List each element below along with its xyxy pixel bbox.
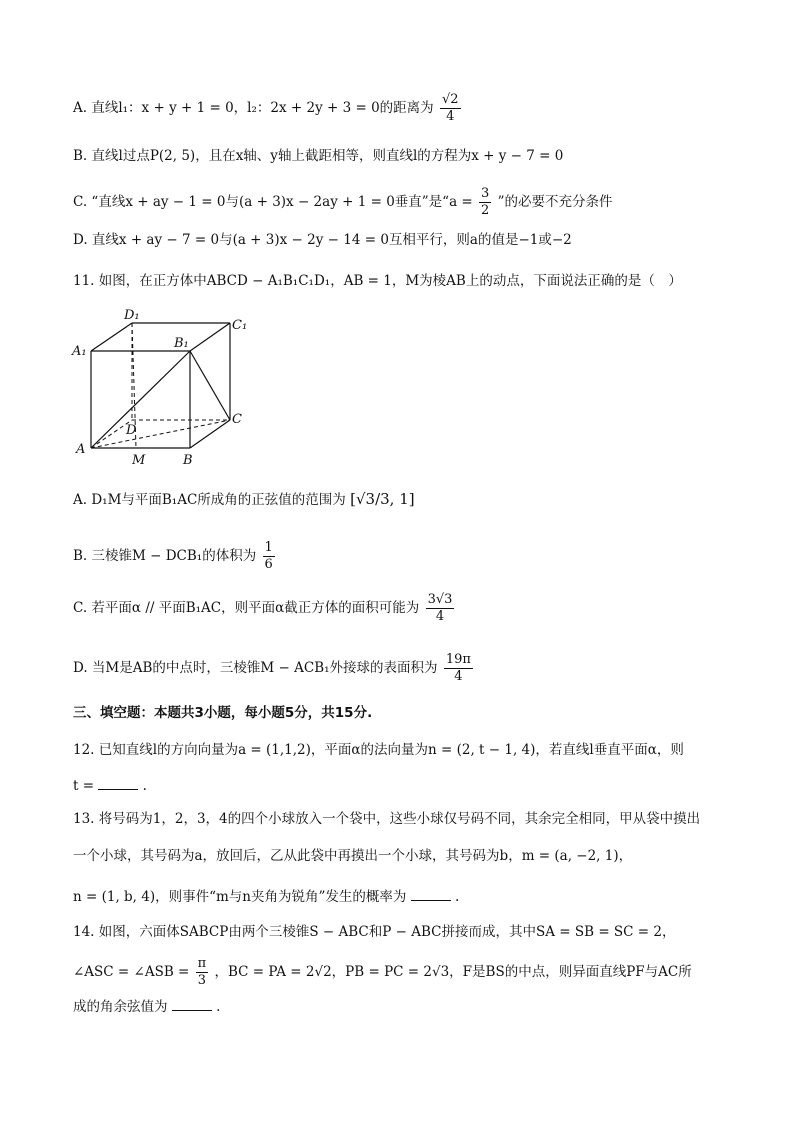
q11-option-a-text: A. D₁M与平面B₁AC所成角的正弦值的范围为 [73,492,346,508]
q14-line3-post: . [216,999,221,1015]
section-heading: 三、填空题：本题共3小题，每小题5分，共15分. [73,705,373,721]
fraction-numerator: 1 [264,540,273,555]
q13-line1: 13. 将号码为1，2，3，4的四个小球放入一个袋中，这些小球仅号码不同，其余完全相同，甲从袋中摸出 [73,811,701,827]
fraction-numerator: 3 [481,186,490,201]
q11-option-b-fraction [263,540,275,573]
q10-option-a [73,92,734,125]
q11-stem: 11. 如图，在正方体中ABCD − A₁B₁C₁D₁，AB = 1，M为棱AB上的动点，下面说法正确的是（ ） [73,273,682,289]
q14-line2-pre: ∠ASC = ∠ASB = [73,964,190,980]
fraction-numerator: 3√3 [427,592,453,607]
fraction-numerator: 19π [445,652,471,667]
q14-line1: 14. 如图，六面体SABCP由两个三棱锥S − ABC和P − ABC拼接而成，其中SA = SB = SC = 2， [73,924,676,940]
q12-line2-post: . [142,778,147,794]
q10-option-a-text: A. 直线l₁：x + y + 1 = 0，l₂：2x + 2y + 3 = 0的距离为 [73,100,434,116]
q12-line2-pre: t = [73,778,95,794]
fraction-denominator: 2 [481,203,490,218]
q13-line2: 一个小球，其号码为a，放回后，乙从此袋中再摸出一个小球，其号码为b，m = (a, −2, 1)， [73,848,633,864]
q11-option-d-text: D. 当M是AB的中点时，三棱锥M − ACB₁外接球的表面积为 [73,660,438,676]
fraction-denominator: 6 [264,557,273,572]
cube-figure [70,305,260,470]
q11-option-d-fraction [444,652,473,685]
label-b1: B₁ [174,336,189,351]
q14-line3 [73,996,734,1017]
fraction-denominator: 4 [446,109,455,124]
label-m: M [132,453,146,468]
answer-blank[interactable] [172,996,212,1011]
q13-line3 [73,886,734,907]
q11-option-a [73,489,734,510]
fraction-numerator: √2 [441,92,459,107]
q10-option-c [73,186,734,219]
q10-option-c-pre: C. “直线x + ay − 1 = 0与(a + 3)x − 2ay + 1 = 0垂直”是“a = [73,194,473,210]
label-c: C [232,412,242,427]
label-d1: D₁ [124,308,140,323]
fraction-denominator: 3 [197,973,207,988]
fraction-numerator: π [197,956,207,971]
answer-blank[interactable] [98,775,138,790]
label-c1: C₁ [232,318,248,333]
label-a: A [76,442,86,457]
answer-blank[interactable] [411,886,451,901]
q10-option-c-fraction [479,186,491,219]
label-b: B [183,453,193,468]
q11-option-c [73,592,734,625]
q12-line1: 12. 已知直线l的方向向量为a = (1,1,2)，平面α的法向量为n = (2, t − 1, 4)，若直线l垂直平面α，则 [73,742,684,758]
q14-line2-fraction [196,956,209,989]
q11-option-a-range: [√3/3, 1] [350,490,415,508]
q12-line2 [73,775,734,796]
q11-option-d [73,652,734,685]
q13-line3-pre: n = (1, b, 4)，则事件“m与n夹角为锐角”发生的概率为 [73,889,407,905]
q11-option-c-fraction [426,592,455,625]
q13-line3-post: . [455,889,460,905]
fraction-denominator: 4 [435,609,445,624]
q10-option-d: D. 直线x + ay − 7 = 0与(a + 3)x − 2y − 14 = 0互相平行，则a的值是−1或−2 [73,232,572,248]
label-d: D [126,423,137,438]
label-a1: A₁ [72,344,87,359]
q10-option-b: B. 直线l过点P(2, 5)，且在x轴、y轴上截距相等，则直线l的方程为x + y − 7 = 0 [73,148,564,164]
q14-line2-post: ，BC = PA = 2√2，PB = PC = 2√3，F是BS的中点，则异面直线PF与AC所 [214,964,692,980]
q11-option-c-text: C. 若平面α // 平面B₁AC，则平面α截正方体的面积可能为 [73,600,420,616]
q11-option-b-text: B. 三棱锥M − DCB₁的体积为 [73,548,257,564]
q11-option-b [73,540,734,573]
q14-line2 [73,956,734,989]
q10-option-c-post: ”的必要不充分条件 [497,194,613,210]
q14-line3-pre: 成的角余弦值为 [73,999,168,1015]
fraction-denominator: 4 [454,669,463,684]
q10-option-a-fraction [440,92,461,125]
